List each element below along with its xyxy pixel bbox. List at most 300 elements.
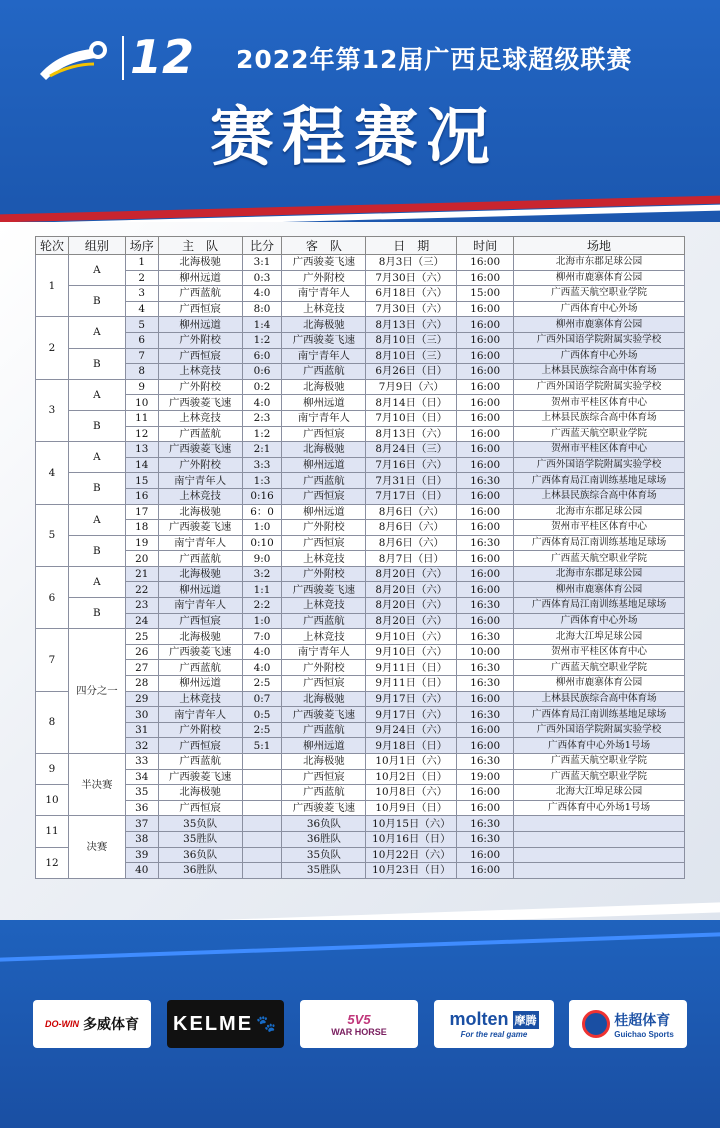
time-cell: 16:00	[457, 255, 514, 271]
table-row	[36, 348, 685, 364]
away-team-cell: 柳州远道	[282, 395, 366, 411]
date-cell: 7月16日（六）	[366, 457, 457, 473]
match-no-cell: 7	[125, 348, 158, 364]
home-team-cell: 广西骏菱飞速	[158, 520, 242, 536]
table-row	[36, 551, 685, 567]
home-team-cell: 广外附校	[158, 332, 242, 348]
header-group: 组别	[68, 237, 125, 255]
round-cell: 9	[36, 754, 69, 785]
venue-cell: 柳州市鹿寨体育公园	[514, 270, 685, 286]
time-cell: 15:00	[457, 286, 514, 302]
away-team-cell: 上林竞技	[282, 629, 366, 645]
date-cell: 8月20日（六）	[366, 582, 457, 598]
sponsor-guichao-text	[614, 1010, 674, 1039]
table-row	[36, 442, 685, 458]
sponsor-dowin-name: 多威体育	[83, 1016, 139, 1032]
venue-cell: 上林县民族综合高中体育场	[514, 691, 685, 707]
score-cell: 3:3	[242, 457, 282, 473]
home-team-cell: 广西蓝航	[158, 551, 242, 567]
sponsor-dowin-tag: DO-WIN	[45, 1019, 79, 1029]
table-row	[36, 332, 685, 348]
match-no-cell: 37	[125, 816, 158, 832]
away-team-cell: 广西蓝航	[282, 473, 366, 489]
away-team-cell: 广西恒宸	[282, 676, 366, 692]
table-row	[36, 613, 685, 629]
date-cell: 8月7日（日）	[366, 551, 457, 567]
date-cell: 8月6日（六）	[366, 535, 457, 551]
time-cell: 16:00	[457, 738, 514, 754]
away-team-cell: 广西骏菱飞速	[282, 707, 366, 723]
home-team-cell: 广西蓝航	[158, 660, 242, 676]
home-team-cell: 柳州远道	[158, 676, 242, 692]
home-team-cell: 南宁青年人	[158, 473, 242, 489]
match-no-cell: 6	[125, 332, 158, 348]
score-cell: 1:2	[242, 332, 282, 348]
venue-cell	[514, 863, 685, 879]
time-cell: 16:00	[457, 582, 514, 598]
time-cell: 16:00	[457, 520, 514, 536]
venue-cell: 广西蓝天航空职业学院	[514, 286, 685, 302]
date-cell: 8月14日（日）	[366, 395, 457, 411]
group-cell: B	[68, 286, 125, 317]
date-cell: 8月13日（六）	[366, 317, 457, 333]
table-row	[36, 535, 685, 551]
match-no-cell: 32	[125, 738, 158, 754]
table-row	[36, 644, 685, 660]
home-team-cell: 广西恒宸	[158, 301, 242, 317]
header-date: 日 期	[366, 237, 457, 255]
sponsor-guichao-name: 桂超体育	[614, 1011, 671, 1028]
table-row	[36, 566, 685, 582]
score-cell	[242, 769, 282, 785]
venue-cell: 广西体育中心外场	[514, 348, 685, 364]
date-cell: 9月10日（六）	[366, 629, 457, 645]
table-row	[36, 270, 685, 286]
score-cell: 2:5	[242, 722, 282, 738]
home-team-cell: 广外附校	[158, 379, 242, 395]
time-cell: 16:30	[457, 754, 514, 770]
match-no-cell: 18	[125, 520, 158, 536]
time-cell: 16:00	[457, 348, 514, 364]
venue-cell: 广西蓝天航空职业学院	[514, 660, 685, 676]
schedule-body	[36, 255, 685, 879]
match-no-cell: 31	[125, 722, 158, 738]
match-no-cell: 1	[125, 255, 158, 271]
away-team-cell: 广西恒宸	[282, 769, 366, 785]
date-cell: 7月9日（六）	[366, 379, 457, 395]
time-cell: 16:00	[457, 270, 514, 286]
venue-cell: 广西体育局江南训练基地足球场	[514, 707, 685, 723]
table-row	[36, 831, 685, 847]
date-cell: 10月2日（日）	[366, 769, 457, 785]
time-cell: 16:00	[457, 551, 514, 567]
venue-cell: 广西体育局江南训练基地足球场	[514, 598, 685, 614]
score-cell	[242, 800, 282, 816]
home-team-cell: 广西骏菱飞速	[158, 644, 242, 660]
round-cell: 7	[36, 629, 69, 691]
away-team-cell: 35胜队	[282, 863, 366, 879]
match-no-cell: 33	[125, 754, 158, 770]
venue-cell: 广西体育中心外场	[514, 613, 685, 629]
away-team-cell: 南宁青年人	[282, 410, 366, 426]
home-team-cell: 上林竞技	[158, 364, 242, 380]
table-row	[36, 660, 685, 676]
table-row	[36, 629, 685, 645]
away-team-cell: 柳州远道	[282, 738, 366, 754]
table-row	[36, 691, 685, 707]
match-no-cell: 3	[125, 286, 158, 302]
table-row	[36, 582, 685, 598]
time-cell: 16:00	[457, 301, 514, 317]
table-row	[36, 707, 685, 723]
home-team-cell: 36负队	[158, 847, 242, 863]
match-no-cell: 40	[125, 863, 158, 879]
home-team-cell: 柳州远道	[158, 582, 242, 598]
home-team-cell: 广外附校	[158, 722, 242, 738]
home-team-cell: 广西骏菱飞速	[158, 395, 242, 411]
venue-cell: 广西体育局江南训练基地足球场	[514, 535, 685, 551]
round-cell: 8	[36, 691, 69, 753]
home-team-cell: 广西恒宸	[158, 800, 242, 816]
time-cell: 16:00	[457, 410, 514, 426]
time-cell: 16:30	[457, 676, 514, 692]
match-no-cell: 11	[125, 410, 158, 426]
home-team-cell: 上林竞技	[158, 488, 242, 504]
table-row	[36, 410, 685, 426]
match-no-cell: 21	[125, 566, 158, 582]
time-cell: 16:30	[457, 660, 514, 676]
venue-cell: 上林县民族综合高中体育场	[514, 488, 685, 504]
home-team-cell: 广西蓝航	[158, 754, 242, 770]
home-team-cell: 广外附校	[158, 457, 242, 473]
time-cell: 16:30	[457, 598, 514, 614]
match-no-cell: 5	[125, 317, 158, 333]
date-cell: 7月30日（六）	[366, 301, 457, 317]
time-cell: 16:30	[457, 629, 514, 645]
away-team-cell: 广西骏菱飞速	[282, 582, 366, 598]
time-cell: 16:00	[457, 613, 514, 629]
away-team-cell: 广西蓝航	[282, 722, 366, 738]
score-cell: 0:7	[242, 691, 282, 707]
home-team-cell: 南宁青年人	[158, 535, 242, 551]
match-no-cell: 25	[125, 629, 158, 645]
guichao-logo-icon	[582, 1010, 610, 1038]
date-cell: 10月9日（日）	[366, 800, 457, 816]
match-no-cell: 36	[125, 800, 158, 816]
away-team-cell: 南宁青年人	[282, 644, 366, 660]
home-team-cell: 广西骏菱飞速	[158, 442, 242, 458]
match-no-cell: 19	[125, 535, 158, 551]
date-cell: 6月26日（日）	[366, 364, 457, 380]
sponsor-guichao-tag: Guichao Sports	[614, 1029, 674, 1039]
match-no-cell: 26	[125, 644, 158, 660]
score-cell	[242, 754, 282, 770]
away-team-cell: 广外附校	[282, 270, 366, 286]
score-cell: 1:0	[242, 520, 282, 536]
away-team-cell: 广西骏菱飞速	[282, 255, 366, 271]
date-cell: 8月20日（六）	[366, 613, 457, 629]
venue-cell: 北海大江埠足球公园	[514, 785, 685, 801]
venue-cell	[514, 831, 685, 847]
time-cell: 16:00	[457, 364, 514, 380]
sponsor-molten-slogan: For the real game	[460, 1030, 528, 1039]
time-cell: 16:30	[457, 707, 514, 723]
time-cell: 16:30	[457, 473, 514, 489]
away-team-cell: 北海极驰	[282, 754, 366, 770]
home-team-cell: 35负队	[158, 816, 242, 832]
league-logo-icon	[36, 36, 116, 84]
table-row	[36, 473, 685, 489]
sponsor-kelme	[167, 1000, 284, 1048]
venue-cell: 广西体育中心外场1号场	[514, 738, 685, 754]
sponsor-molten-top	[449, 1009, 538, 1030]
home-team-cell: 北海极驰	[158, 566, 242, 582]
time-cell: 16:00	[457, 317, 514, 333]
date-cell: 7月10日（日）	[366, 410, 457, 426]
score-cell: 9:0	[242, 551, 282, 567]
home-team-cell: 北海极驰	[158, 629, 242, 645]
round-cell: 2	[36, 317, 69, 379]
match-no-cell: 38	[125, 831, 158, 847]
group-cell: A	[68, 504, 125, 535]
logo-separator	[122, 36, 124, 80]
score-cell: 0:10	[242, 535, 282, 551]
match-no-cell: 17	[125, 504, 158, 520]
time-cell: 16:00	[457, 332, 514, 348]
match-no-cell: 20	[125, 551, 158, 567]
sponsor-bar	[0, 1000, 720, 1050]
score-cell	[242, 863, 282, 879]
time-cell: 10:00	[457, 644, 514, 660]
match-no-cell: 24	[125, 613, 158, 629]
group-cell: B	[68, 410, 125, 441]
away-team-cell: 广西蓝航	[282, 613, 366, 629]
header-venue: 场地	[514, 237, 685, 255]
round-cell: 1	[36, 255, 69, 317]
time-cell: 16:00	[457, 847, 514, 863]
venue-cell: 北海大江埠足球公园	[514, 629, 685, 645]
time-cell: 16:30	[457, 816, 514, 832]
round-cell: 4	[36, 442, 69, 504]
date-cell: 10月15日（六）	[366, 816, 457, 832]
venue-cell: 北海市东郡足球公园	[514, 504, 685, 520]
venue-cell: 广西外国语学院附属实验学校	[514, 457, 685, 473]
group-cell: A	[68, 255, 125, 286]
round-cell: 5	[36, 504, 69, 566]
venue-cell: 广西体育中心外场1号场	[514, 800, 685, 816]
time-cell: 16:30	[457, 535, 514, 551]
venue-cell: 北海市东郡足球公园	[514, 566, 685, 582]
home-team-cell: 南宁青年人	[158, 707, 242, 723]
time-cell: 16:00	[457, 566, 514, 582]
away-team-cell: 北海极驰	[282, 691, 366, 707]
header-score: 比分	[242, 237, 282, 255]
group-cell: A	[68, 317, 125, 348]
group-cell: 四分之一	[68, 629, 125, 754]
table-row	[36, 301, 685, 317]
table-row	[36, 598, 685, 614]
date-cell: 8月3日（三）	[366, 255, 457, 271]
table-row	[36, 785, 685, 801]
sponsor-guichao	[569, 1000, 687, 1048]
page-title: 赛程赛况	[210, 101, 498, 175]
home-team-cell: 北海极驰	[158, 504, 242, 520]
away-team-cell: 广西恒宸	[282, 488, 366, 504]
date-cell: 6月18日（六）	[366, 286, 457, 302]
score-cell: 2:1	[242, 442, 282, 458]
paw-icon: 🐾	[256, 1016, 278, 1033]
venue-cell: 柳州市鹿寨体育公园	[514, 676, 685, 692]
away-team-cell: 35负队	[282, 847, 366, 863]
table-row	[36, 317, 685, 333]
home-team-cell: 35胜队	[158, 831, 242, 847]
match-no-cell: 27	[125, 660, 158, 676]
sponsor-molten-tag: 摩腾	[513, 1011, 539, 1029]
score-cell: 1:1	[242, 582, 282, 598]
sponsor-warhorse-tag: 5V5	[347, 1011, 371, 1027]
table-row	[36, 847, 685, 863]
match-no-cell: 34	[125, 769, 158, 785]
score-cell: 2:3	[242, 410, 282, 426]
group-cell: B	[68, 598, 125, 629]
group-cell: B	[68, 535, 125, 566]
date-cell: 9月10日（六）	[366, 644, 457, 660]
score-cell: 1:0	[242, 613, 282, 629]
time-cell: 16:30	[457, 831, 514, 847]
score-cell	[242, 816, 282, 832]
edition-number-logo: 12	[130, 30, 195, 84]
away-team-cell: 上林竞技	[282, 598, 366, 614]
match-no-cell: 30	[125, 707, 158, 723]
header-match-no: 场序	[125, 237, 158, 255]
away-team-cell: 广西恒宸	[282, 426, 366, 442]
home-team-cell: 广西骏菱飞速	[158, 769, 242, 785]
date-cell: 8月6日（六）	[366, 520, 457, 536]
away-team-cell: 广西蓝航	[282, 785, 366, 801]
date-cell: 9月11日（日）	[366, 676, 457, 692]
sponsor-warhorse-name: WAR HORSE	[331, 1026, 387, 1037]
table-row	[36, 769, 685, 785]
score-cell: 0:3	[242, 270, 282, 286]
venue-cell: 广西体育中心外场	[514, 301, 685, 317]
date-cell: 10月22日（六）	[366, 847, 457, 863]
venue-cell: 柳州市鹿寨体育公园	[514, 582, 685, 598]
date-cell: 7月30日（六）	[366, 270, 457, 286]
sponsor-dowin	[33, 1000, 151, 1048]
table-header-row	[36, 237, 685, 255]
date-cell: 7月31日（日）	[366, 473, 457, 489]
venue-cell: 贺州市平桂区体育中心	[514, 442, 685, 458]
venue-cell: 贺州市平桂区体育中心	[514, 520, 685, 536]
home-team-cell: 北海极驰	[158, 785, 242, 801]
away-team-cell: 上林竞技	[282, 551, 366, 567]
away-team-cell: 上林竞技	[282, 301, 366, 317]
score-cell: 0:16	[242, 488, 282, 504]
time-cell: 16:00	[457, 863, 514, 879]
home-team-cell: 柳州远道	[158, 270, 242, 286]
away-team-cell: 广西恒宸	[282, 535, 366, 551]
home-team-cell: 北海极驰	[158, 255, 242, 271]
score-cell: 1:3	[242, 473, 282, 489]
score-cell	[242, 847, 282, 863]
venue-cell: 广西外国语学院附属实验学校	[514, 379, 685, 395]
time-cell: 16:00	[457, 457, 514, 473]
round-cell: 12	[36, 847, 69, 878]
score-cell: 4:0	[242, 286, 282, 302]
group-cell: A	[68, 566, 125, 597]
table-row	[36, 754, 685, 770]
table-row	[36, 395, 685, 411]
venue-cell	[514, 847, 685, 863]
match-no-cell: 22	[125, 582, 158, 598]
date-cell: 9月17日（六）	[366, 691, 457, 707]
venue-cell: 广西蓝天航空职业学院	[514, 426, 685, 442]
home-team-cell: 广西恒宸	[158, 613, 242, 629]
table-row	[36, 722, 685, 738]
sponsor-molten	[434, 1000, 554, 1048]
score-cell: 3:2	[242, 566, 282, 582]
match-no-cell: 23	[125, 598, 158, 614]
venue-cell: 广西外国语学院附属实验学校	[514, 332, 685, 348]
away-team-cell: 广西骏菱飞速	[282, 800, 366, 816]
table-row	[36, 863, 685, 879]
match-no-cell: 35	[125, 785, 158, 801]
header-time: 时间	[457, 237, 514, 255]
date-cell: 9月11日（日）	[366, 660, 457, 676]
time-cell: 16:00	[457, 504, 514, 520]
score-cell: 6:0	[242, 348, 282, 364]
venue-cell: 贺州市平桂区体育中心	[514, 644, 685, 660]
table-row	[36, 504, 685, 520]
match-no-cell: 15	[125, 473, 158, 489]
date-cell: 8月20日（六）	[366, 598, 457, 614]
venue-cell: 柳州市鹿寨体育公园	[514, 317, 685, 333]
time-cell: 16:00	[457, 395, 514, 411]
score-cell: 1:2	[242, 426, 282, 442]
league-title: 2022年第12届广西足球超级联赛	[236, 45, 633, 74]
group-cell: B	[68, 473, 125, 504]
home-team-cell: 柳州远道	[158, 317, 242, 333]
header-round: 轮次	[36, 237, 69, 255]
venue-cell: 广西外国语学院附属实验学校	[514, 722, 685, 738]
venue-cell: 上林县民族综合高中体育场	[514, 410, 685, 426]
home-team-cell: 上林竞技	[158, 691, 242, 707]
table-row	[36, 457, 685, 473]
away-team-cell: 广外附校	[282, 520, 366, 536]
home-team-cell: 广西恒宸	[158, 738, 242, 754]
away-team-cell: 广外附校	[282, 566, 366, 582]
home-team-cell: 36胜队	[158, 863, 242, 879]
time-cell: 16:00	[457, 379, 514, 395]
venue-cell: 广西蓝天航空职业学院	[514, 769, 685, 785]
date-cell: 10月8日（六）	[366, 785, 457, 801]
time-cell: 16:00	[457, 488, 514, 504]
venue-cell: 北海市东郡足球公园	[514, 255, 685, 271]
score-cell: 4:0	[242, 660, 282, 676]
match-no-cell: 10	[125, 395, 158, 411]
time-cell: 16:00	[457, 691, 514, 707]
table-row	[36, 286, 685, 302]
match-no-cell: 14	[125, 457, 158, 473]
table-row	[36, 816, 685, 832]
table-row	[36, 426, 685, 442]
match-no-cell: 4	[125, 301, 158, 317]
table-row	[36, 800, 685, 816]
date-cell: 9月18日（日）	[366, 738, 457, 754]
away-team-cell: 36胜队	[282, 831, 366, 847]
table-row	[36, 676, 685, 692]
time-cell: 19:00	[457, 769, 514, 785]
